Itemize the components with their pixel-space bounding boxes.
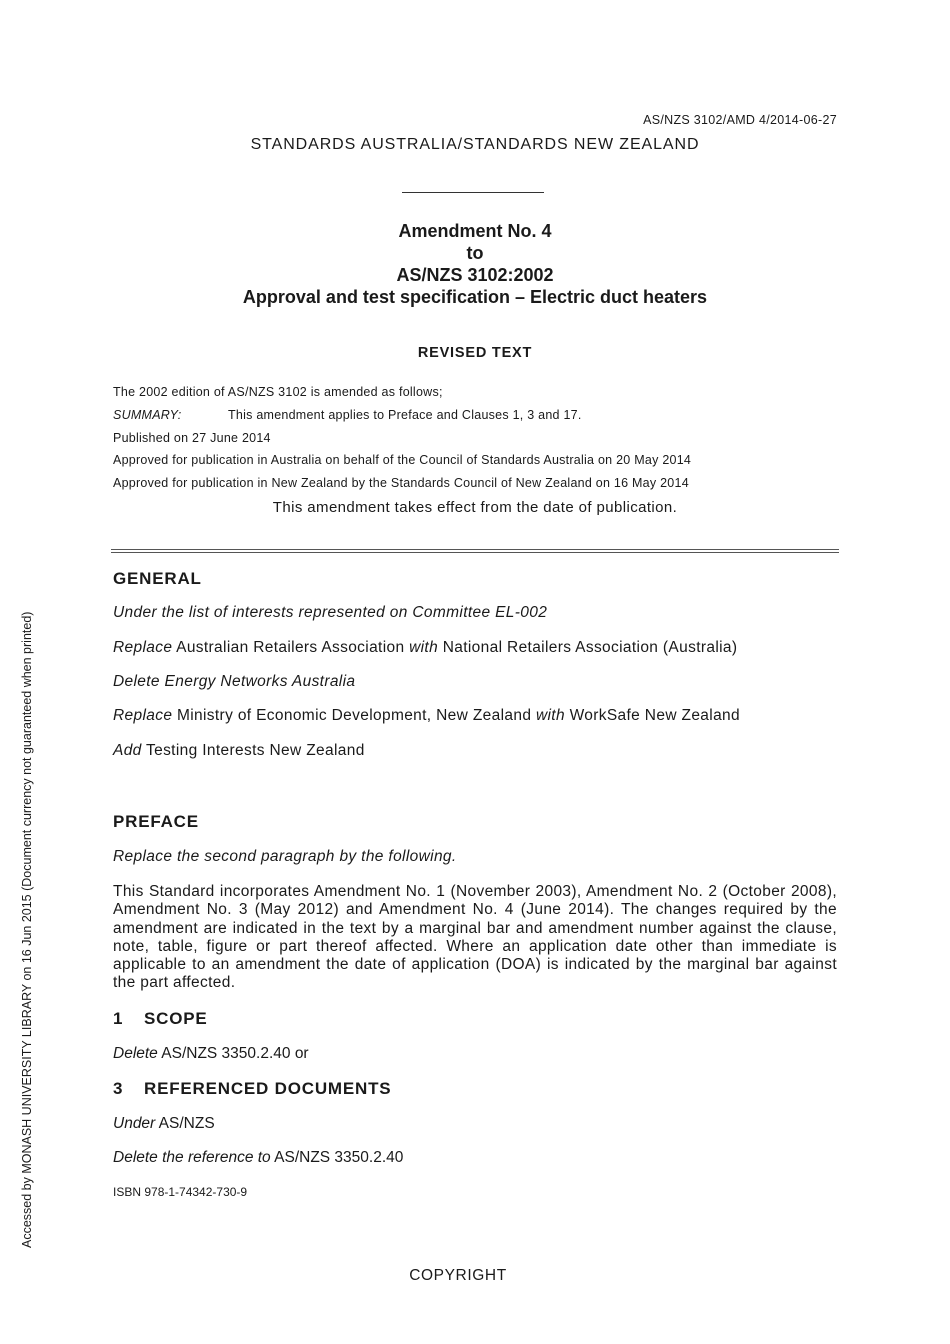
referenced-under	[113, 1115, 215, 1133]
item1-new: National Retailers Association (Australia)	[438, 639, 738, 656]
under-rest: AS/NZS	[155, 1115, 215, 1132]
title-line-1: Amendment No. 4	[398, 221, 552, 241]
preface-instruction	[113, 848, 457, 866]
effect-statement: This amendment takes effect from the date of publication.	[272, 499, 678, 516]
referenced-number: 3	[113, 1079, 124, 1098]
title-line-2: to	[466, 243, 484, 263]
scope-rest: AS/NZS 3350.2.40 or	[157, 1045, 309, 1062]
delete-rest: AS/NZS 3350.2.40	[270, 1149, 404, 1166]
summary-label: SUMMARY:	[113, 408, 182, 422]
preface-heading: PREFACE	[113, 812, 199, 831]
scope-number: 1	[113, 1009, 124, 1028]
item4-verb: Add	[113, 742, 142, 759]
general-item-4	[113, 742, 365, 760]
document-id: AS/NZS 3102/AMD 4/2014-06-27	[643, 113, 837, 127]
delete-verb: Delete the reference to	[113, 1149, 271, 1166]
preface-instruction-text: Replace the second paragraph by the following.	[113, 848, 457, 865]
under-verb: Under	[113, 1115, 156, 1132]
scope-heading	[113, 1009, 208, 1029]
scope-verb: Delete	[113, 1045, 158, 1062]
referenced-heading	[113, 1079, 391, 1099]
item2-text: Delete Energy Networks Australia	[113, 673, 356, 690]
isbn: ISBN 978-1-74342-730-9	[113, 1185, 248, 1199]
title-line-3: AS/NZS 3102:2002	[396, 265, 554, 285]
published-date: Published on 27 June 2014	[113, 431, 271, 445]
item3-new: WorkSafe New Zealand	[564, 707, 740, 724]
edition-note: The 2002 edition of AS/NZS 3102 is amended as follows;	[113, 385, 443, 399]
item1-old: Australian Retailers Association	[172, 639, 410, 656]
scope-instruction	[113, 1045, 309, 1063]
general-heading: GENERAL	[113, 569, 202, 588]
title-divider	[402, 192, 544, 193]
copyright-footer: COPYRIGHT	[409, 1267, 507, 1284]
approval-australia: Approved for publication in Australia on behalf of the Council of Standards Australia on 20 May 2014	[113, 453, 692, 467]
summary-line	[113, 408, 582, 422]
item1-with: with	[409, 639, 439, 656]
summary-text: This amendment applies to Preface and Clauses 1, 3 and 17.	[228, 408, 582, 422]
general-intro	[113, 604, 547, 622]
scope-title: SCOPE	[144, 1009, 208, 1028]
access-watermark: Accessed by MONASH UNIVERSITY LIBRARY on 16 Jun 2015 (Document currency not guaranteed when printed)	[20, 611, 34, 1248]
item3-with: with	[535, 707, 565, 724]
revised-text-label: REVISED TEXT	[417, 345, 533, 361]
general-item-3	[113, 707, 740, 725]
item1-verb: Replace	[113, 639, 173, 656]
preface-body: This Standard incorporates Amendment No. 1 (November 2003), Amendment No. 2 (October 2008), Amendment No. 3 (May 2012) and Amendment No. 4 (June 2014). The changes required by the amendment are indicated in the text by a marginal bar and amendment number against the clause, note, table, figure or part thereof affected. Where an application date other than immediate is applicable to an amendment the date of application (DOA) is indicated by the marginal bar against the part affected.	[113, 883, 837, 992]
item3-old: Ministry of Economic Development, New Zealand	[172, 707, 536, 724]
organization-name: STANDARDS AUSTRALIA/STANDARDS NEW ZEALAND	[250, 136, 700, 153]
title-line-4: Approval and test specification – Electric duct heaters	[242, 287, 708, 307]
referenced-title: REFERENCED DOCUMENTS	[144, 1079, 392, 1098]
section-divider	[111, 549, 839, 553]
item3-verb: Replace	[113, 707, 173, 724]
general-intro-text: Under the list of interests represented on Committee EL-002	[113, 604, 548, 621]
amendment-title	[0, 220, 950, 308]
general-item-1	[113, 639, 737, 657]
approval-new-zealand: Approved for publication in New Zealand by the Standards Council of New Zealand on 16 May 2014	[113, 476, 689, 490]
referenced-delete	[113, 1149, 403, 1167]
general-item-2	[113, 673, 355, 691]
item4-rest: Testing Interests New Zealand	[141, 742, 365, 759]
